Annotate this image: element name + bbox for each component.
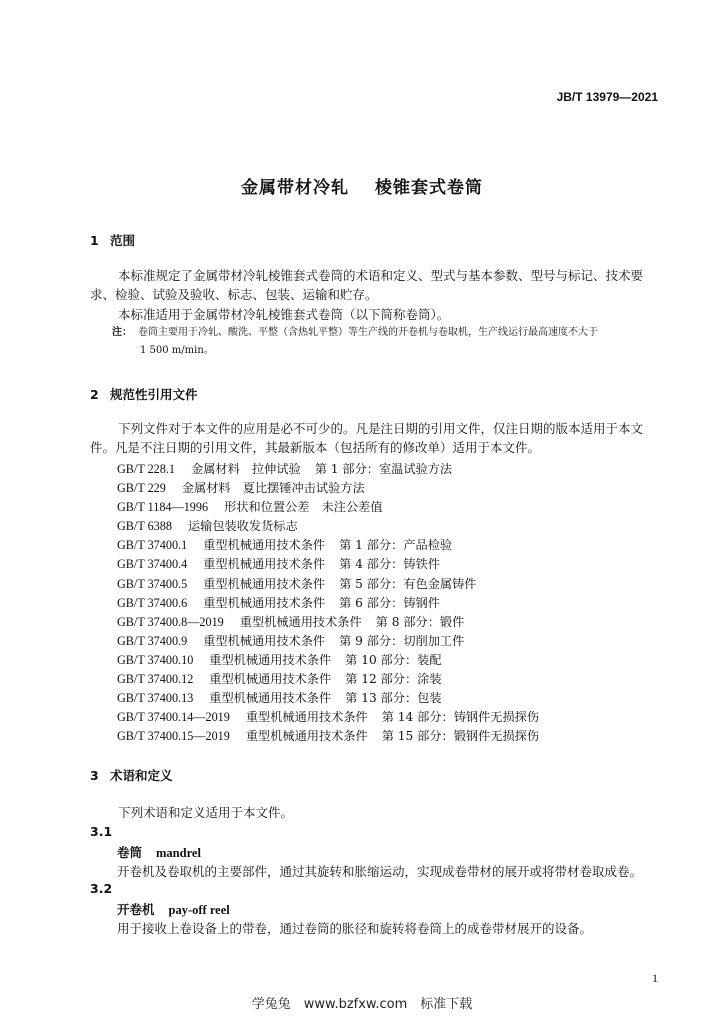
title-part-2: 棱锥套式卷筒 — [375, 178, 483, 198]
title-part-1: 金属带材冷轧 — [241, 178, 349, 198]
term-english: mandrel — [156, 846, 201, 860]
ref-code: GB/T 37400.6 — [117, 595, 188, 610]
scope-paragraph-1 — [90, 266, 660, 304]
ref-part: 第 10 部分：装配 — [345, 652, 442, 667]
reference-item — [117, 517, 539, 536]
ref-title: 重型机械通用技术条件 — [209, 672, 332, 687]
note-line: 注： 卷筒主要用于冷轧、酸洗、平整（含热轧平整）等生产线的开卷机与卷取机，生产线运行最高速度不大于 — [112, 324, 660, 342]
ref-code: GB/T 37400.12 — [117, 672, 194, 687]
ref-part: 第 1 部分：室温试验方法 — [314, 462, 453, 476]
ref-part: 第 13 部分：包装 — [345, 691, 442, 706]
section-1-heading — [90, 231, 135, 249]
reference-item — [117, 708, 539, 727]
ref-title: 形状和位置公差 未注公差值 — [224, 500, 383, 515]
terms-intro: 下列术语和定义适用于本文件。 — [118, 805, 294, 820]
term-entry — [117, 900, 230, 918]
ref-part: 第 5 部分：有色金属铸件 — [339, 576, 477, 591]
term-entry — [117, 843, 201, 861]
reference-item — [117, 689, 539, 708]
ref-title: 金属材料 拉伸试验 — [191, 462, 301, 476]
ref-title: 重型机械通用技术条件 — [245, 729, 368, 744]
standard-code: JB/T 13979—2021 — [556, 90, 658, 104]
reference-item — [117, 613, 539, 632]
text-line: 本标准规定了金属带材冷轧棱锥套式卷筒的术语和定义、型式与基本参数、型号与标记、技术要 — [118, 268, 644, 283]
watermark-footer[interactable]: 学兔兔 www.bzfxw.com 标准下载 — [251, 997, 473, 1012]
section-title: 范围 — [110, 233, 136, 248]
ref-part: 第 6 部分：铸钢件 — [339, 595, 440, 610]
section-number: 2 — [90, 387, 99, 402]
ref-title: 重型机械通用技术条件 — [209, 652, 332, 667]
section-title: 规范性引用文件 — [110, 387, 198, 402]
ref-code: GB/T 37400.1 — [117, 538, 188, 553]
reference-item — [117, 651, 539, 670]
ref-code: GB/T 228.1 — [117, 462, 176, 476]
reference-item — [117, 670, 539, 689]
ref-code: GB/T 37400.4 — [117, 557, 188, 572]
ref-code: GB/T 37400.13 — [117, 691, 194, 706]
scope-paragraph-2: 本标准适用于金属带材冷轧棱锥套式卷筒（以下简称卷筒）。 — [118, 307, 450, 322]
term-english: pay-off reel — [168, 903, 230, 917]
section-number: 1 — [90, 233, 99, 248]
reference-item — [117, 460, 539, 479]
ref-code: GB/T 37400.10 — [117, 652, 194, 667]
ref-code: GB/T 37400.15—2019 — [117, 729, 230, 744]
section-number: 3 — [90, 768, 99, 783]
ref-code: GB/T 37400.8—2019 — [117, 614, 224, 629]
text-line: 下列文件对于本文件的应用是必不可少的。凡是注日期的引用文件，仅注日期的版本适用于本文 — [118, 421, 644, 436]
reference-item — [117, 536, 539, 555]
ref-part: 第 9 部分：切削加工件 — [339, 633, 465, 648]
term-chinese: 卷筒 — [117, 845, 143, 860]
reference-list — [117, 460, 539, 746]
ref-code: GB/T 37400.5 — [117, 576, 188, 591]
ref-title: 重型机械通用技术条件 — [203, 595, 326, 610]
term-number: 3.1 — [90, 824, 113, 839]
text-line: 求、检验、试验及验收、标志、包装、运输和贮存。 — [90, 287, 378, 302]
text-line: 件。凡是不注日期的引用文件，其最新版本（包括所有的修改单）适用于本文件。 — [90, 440, 541, 455]
ref-title: 重型机械通用技术条件 — [209, 691, 332, 706]
ref-title: 重型机械通用技术条件 — [203, 633, 326, 648]
term-number: 3.2 — [90, 881, 113, 896]
ref-part: 第 14 部分：铸钢件无损探伤 — [381, 710, 540, 725]
reference-item — [117, 575, 539, 594]
section-2-heading — [90, 385, 198, 403]
ref-part: 第 8 部分：锻件 — [375, 614, 465, 629]
scope-note — [112, 324, 660, 360]
term-definition: 开卷机及卷取机的主要部件，通过其旋转和胀缩运动，实现成卷带材的展开或将带材卷取成卷。 — [117, 864, 643, 879]
reference-item — [117, 498, 539, 517]
ref-title: 重型机械通用技术条件 — [203, 557, 326, 572]
reference-item — [117, 555, 539, 574]
ref-title: 运输包装收发货标志 — [187, 519, 298, 534]
note-line: 1 500 m/min。 — [140, 345, 214, 356]
ref-title: 重型机械通用技术条件 — [239, 614, 362, 629]
document-title — [0, 173, 724, 198]
ref-title: 金属材料 夏比摆锤冲击试验方法 — [181, 481, 365, 496]
ref-code: GB/T 37400.9 — [117, 633, 188, 648]
ref-part: 第 15 部分：锻钢件无损探伤 — [381, 729, 540, 744]
reference-item — [117, 479, 539, 498]
ref-part: 第 1 部分：产品检验 — [339, 538, 453, 553]
ref-code: GB/T 229 — [117, 481, 166, 496]
reference-item — [117, 594, 539, 613]
ref-code: GB/T 6388 — [117, 519, 172, 534]
reference-item — [117, 727, 539, 746]
references-intro — [90, 419, 660, 457]
term-definition: 用于接收上卷设备上的带卷，通过卷筒的胀径和旋转将卷筒上的成卷带材展开的设备。 — [117, 921, 593, 936]
ref-title: 重型机械通用技术条件 — [203, 576, 326, 591]
ref-part: 第 4 部分：铸铁件 — [339, 557, 440, 572]
section-title: 术语和定义 — [110, 768, 173, 783]
ref-title: 重型机械通用技术条件 — [245, 710, 368, 725]
ref-title: 重型机械通用技术条件 — [203, 538, 326, 553]
ref-code: GB/T 1184—1996 — [117, 500, 209, 515]
ref-part: 第 12 部分：涂装 — [345, 672, 442, 687]
note-label: 注： — [112, 327, 132, 338]
reference-item — [117, 632, 539, 651]
section-3-heading — [90, 766, 173, 784]
ref-code: GB/T 37400.14—2019 — [117, 710, 230, 725]
term-chinese: 开卷机 — [117, 902, 155, 917]
page-number: 1 — [652, 971, 658, 985]
